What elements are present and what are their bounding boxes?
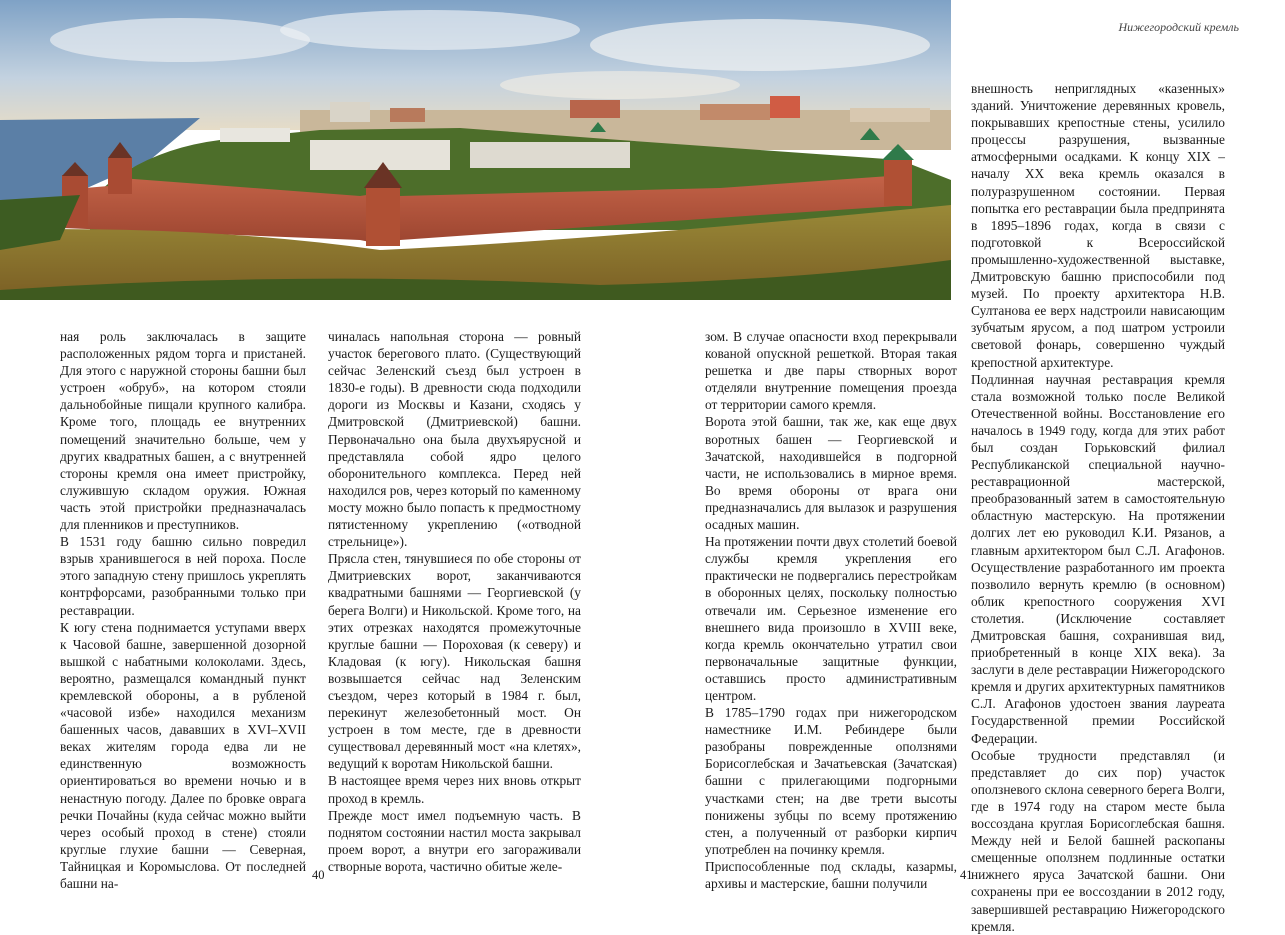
paragraph: В настоящее время через них вновь открыт проход в кремль. <box>328 773 581 806</box>
paragraph: внешность неприглядных «казенных» зданий. Уничтожение деревянных кровель, покрывавших крепостные стены, усилило процессы разрушения, вызванные атмосферными осадками. К концу XIX – началу XX века кремль оказался в полуразрушенном состоянии. Первая попытка его реставрации была предпринята в 1895–1896 годах, когда в связи с подготовкой к Всероссийской промышленно-художественной выставке, Дмитровскую башню приспособили под музей. По проекту архитектора Н.В. Султанова ее верх надстроили нависающим зубчатым ярусом, а под шатром устроили световой фонарь, совершенно чуждый крепостной архитектуре. <box>971 81 1225 370</box>
running-head: Нижегородский кремль <box>1118 20 1239 34</box>
paragraph: Подлинная научная реставрация кремля стала возможной только после Великой Отечественной войны. Восстановление его началось в 1949 году, когда для этих работ был создан Горьковский филиал Республиканской специальной научно-реставрационной мастерской, преобразованный затем в самостоятельную областную мастерскую. На протяжении долгих лет ею руководил К.И. Рязанов, а главным архитектором был С.Л. Агафонов. Осуществление разработанного им проекта позволило вернуть кремлю (в основном) облик крепостного сооружения XVI столетия. (Исключение составляет Дмитровская башня, сохранившая вид, приобретенный в конце XIX века). За заслуги в деле реставрации Нижегородского кремля и других архитектурных памятников С.Л. Агафонов удостоен звания лауреата Государственной премии Российской Федерации. <box>971 371 1225 746</box>
text-column-4 <box>971 80 1226 934</box>
text-column-3 <box>705 328 957 891</box>
paragraph: Особые трудности представлял (и представляет до сих пор) участок оползневого склона северного берега Волги, где в 1974 году на старом месте была воссоздана круглая Борисоглебская башня. Между ней и Белой башней раскопаны смещенные оползнем подлинные остатки нижнего яруса Зачатской башни. Они сохранены при ее воссоздании в 2012 году, завершившей реставрацию Нижегородского кремля. <box>971 747 1226 934</box>
paragraph: Прежде мост имел подъемную часть. В поднятом состоянии настил моста закрывал проем ворот, а внутри его загораживали створные ворота, частично обитые желе- <box>328 807 581 874</box>
text-column-1 <box>60 328 306 891</box>
page-number-left: 40 <box>312 868 325 882</box>
paragraph: чиналась напольная сторона — ровный участок берегового плато. (Существующий сейчас Зеленский съезд был устроен в 1830-е годы). В древности сюда подходили дороги из Москвы и Казани, сходясь у Дмитровской (Дмитриевской) башни. Первоначально она была двухъярусной и представляла собой ядро целого оборонительного комплекса. Перед ней находился ров, через который по каменному мосту можно было попасть к предмостному пятистенному укреплению («отводной стрельнице»). <box>328 329 581 550</box>
paragraph: Прясла стен, тянувшиеся по обе стороны от Дмитриевских ворот, заканчиваются квадратными башнями — Георгиевской (у берега Волги) и Никольской. Кроме того, на этих отрезках находятся промежуточные круглые башни — Пороховая (к северу) и Кладовая (к югу). Никольская башня возвышается сейчас над Зеленским съездом, через который в 1984 г. был, перекинут железобетонный мост. Он устроен в том месте, где в древности существовал деревянный мост «на клетях», ведущий к воротам Никольской башни. <box>328 551 581 772</box>
paragraph: В 1531 году башню сильно повредил взрыв хранившегося в ней пороха. После этого западную стену пришлось укреплять контрфорсами, разобранными только при реставрации. <box>60 534 306 618</box>
paragraph: Ворота этой башни, так же, как еще двух воротных башен — Георгиевской и Зачатской, находившейся в подгорной части, не использовались в мирное время. Во время обороны от врага они предназначались для вылазок и разрушения осадных машин. <box>705 414 957 533</box>
paragraph: зом. В случае опасности вход перекрывали кованой опускной решеткой. Вторая такая решетка и две пары створных ворот отделяли внутренние помещения проезда от территории самого кремля. <box>705 329 957 413</box>
paragraph: На протяжении почти двух столетий боевой службы кремля укрепления его практически не подвергались перестройкам в оборонных целях, поскольку полностью отвечали им. Серьезное изменение его внешнего вида произошло в XVIII веке, когда кремль окончательно утратил свои первоначальные защитные функции, оставшись просто административным центром. <box>705 534 957 703</box>
paragraph: Приспособленные под склады, казармы, архивы и мастерские, башни получили <box>705 858 957 891</box>
paragraph: В 1785–1790 годах при нижегородском наместнике И.М. Ребиндере были разобраны поврежденные оползнями Борисоглебская и Зачатьевская (Зачатская) башни с прилегающими подгорными участками стен; на две трети высоты понижены зубцы по всему протяжению стен, а полученный от разборки кирпич употреблен на починку кремля. <box>705 705 957 857</box>
kremlin-panorama-photo <box>0 0 951 300</box>
paragraph: ная роль заключалась в защите расположенных рядом торга и пристаней. Для этого с наружной стороны башни был устроен «обруб», на котором стояли дальнобойные пищали крупного калибра. Кроме того, площадь ее внутренних помещений значительно больше, чем у других квадратных башен, а с внутренней стороны кремля она имеет пристройку, служившую складом оружия. Южная часть этой пристройки предназначалась для пленников и преступников. <box>60 329 306 533</box>
page-number-right: 41 <box>960 868 973 882</box>
paragraph: К югу стена поднимается уступами вверх к Часовой башне, завершенной дозорной вышкой с набатными колоколами. Здесь, вероятно, размещался командный пункт кремлевской обороны, а в рубленой «часовой избе» находился механизм башенных часов, дававших в XVI–XVII веках жителям города едва ли не единственную возможность ориентироваться во времени ночью и в ненастную погоду. Далее по бровке оврага речки Почайны (куда сейчас можно выйти через особый проход в стене) стояли круглые глухие башни — Северная, Тайницкая и Коромыслова. От последней башни на- <box>60 619 306 891</box>
text-column-2 <box>328 328 581 874</box>
